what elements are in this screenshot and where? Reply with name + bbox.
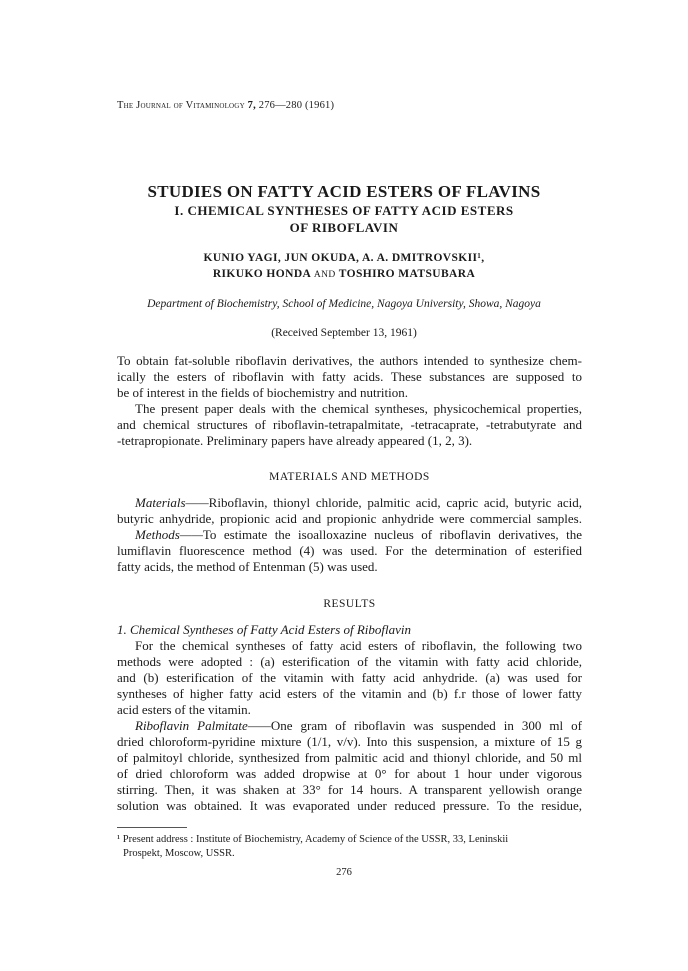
intro-line: The present paper deals with the chemical syntheses, physicochemical properties, (135, 401, 582, 416)
intro-line: -tetrapropionate. Preliminary papers have already appeared (1, 2, 3). (117, 433, 473, 448)
intro-line: and chemical structures of riboflavin-tetrapalmitate, -tetracaprate, -tetrabutyrate and (117, 417, 582, 432)
methods-text: To estimate the isoalloxazine nucleus of riboflavin derivatives, the (202, 527, 582, 542)
methods-line: fatty acids, the method of Entenman (5) was used. (117, 559, 378, 574)
article-subtitle-line1: I. CHEMICAL SYNTHESES OF FATTY ACID ESTERS (174, 203, 514, 218)
authors-line1: KUNIO YAGI, JUN OKUDA, A. A. DMITROVSKII¹, (203, 252, 485, 264)
page-number: 276 (336, 867, 352, 878)
results-line: stirring. Then, it was shaken at 33° for 14 hours. A transparent yellowish orange (117, 782, 582, 797)
footnote-rule (117, 827, 187, 828)
methods-line: lumiflavin fluorescence method (4) was used. For the determination of esterified (117, 543, 582, 558)
materials-section (117, 469, 582, 575)
intro-section (117, 353, 582, 449)
materials-label: Materials—— (135, 495, 209, 510)
materials-heading: MATERIALS AND METHODS (269, 471, 430, 483)
authors-line2 (0, 268, 688, 280)
article-subtitle-line2: OF RIBOFLAVIN (289, 220, 399, 235)
spacer (117, 612, 582, 622)
results-line: methods were adopted : (a) esterification of the vitamin with fatty acid chloride, (117, 654, 582, 669)
methods-line (117, 527, 582, 543)
journal-pages-year: 276—280 (1961) (255, 100, 335, 111)
author-names-a: RIKUKO HONDA (212, 268, 314, 280)
footnote-line: ¹ Present address : Institute of Biochemistry, Academy of Science of the USSR, 33, Leninskii (117, 834, 509, 845)
footnote (117, 833, 587, 861)
spacer (117, 485, 582, 495)
palmitate-text: One gram of riboflavin was suspended in 300 ml of (270, 718, 582, 733)
results-line: of dried chloroform was added dropwise at 0° for about 1 hour under vigorous (117, 766, 582, 781)
materials-text: Riboflavin, thionyl chloride, palmitic acid, capric acid, butyric acid, (208, 495, 582, 510)
footnote-line: Prospekt, Moscow, USSR. (123, 848, 235, 859)
results-line: and (b) esterification of the vitamin with fatty acid anhydride. (a) was used for (117, 670, 582, 685)
results-line: acid esters of the vitamin. (117, 702, 251, 717)
palmitate-label: Riboflavin Palmitate—— (135, 718, 271, 733)
journal-header (117, 100, 334, 111)
intro-line: be of interest in the fields of biochemistry and nutrition. (117, 385, 408, 400)
received-date: (Received September 13, 1961) (271, 327, 417, 339)
results-line: of palmitoyl chloride, synthesized from palmitic acid and thionyl chloride, and 50 ml (117, 750, 582, 765)
methods-label: Methods—— (135, 527, 203, 542)
results-line (117, 718, 582, 734)
results-line: syntheses of higher fatty acid esters of the vitamin and (b) f.r those of lower fatty (117, 686, 582, 701)
results-line: dried chloroform-pyridine mixture (1/1, v/v). Into this suspension, a mixture of 15 g (117, 734, 582, 749)
materials-line (117, 495, 582, 511)
journal-name: The Journal of Vitaminology (117, 100, 245, 111)
results-section (117, 596, 582, 814)
intro-line: ically the esters of riboflavin with fatty acids. These substances are supposed to (117, 369, 582, 384)
intro-line: To obtain fat-soluble riboflavin derivatives, the authors intended to synthesize chem- (117, 353, 582, 368)
author-and: AND (313, 270, 336, 280)
results-line: For the chemical syntheses of fatty acid esters of riboflavin, the following two (135, 638, 582, 653)
results-heading: RESULTS (323, 598, 376, 610)
journal-volume: 7, (247, 100, 256, 111)
results-line: solution was obtained. It was evaporated under reduced pressure. To the residue, (117, 798, 582, 813)
author-names-b: TOSHIRO MATSUBARA (335, 268, 476, 280)
results-subheading: 1. Chemical Syntheses of Fatty Acid Esters of Riboflavin (117, 622, 412, 637)
affiliation: Department of Biochemistry, School of Medicine, Nagoya University, Showa, Nagoya (147, 298, 541, 310)
article-title: STUDIES ON FATTY ACID ESTERS OF FLAVINS (147, 182, 541, 201)
materials-line: butyric anhydride, propionic acid and propionic anhydride were commercial samples. (117, 511, 582, 526)
